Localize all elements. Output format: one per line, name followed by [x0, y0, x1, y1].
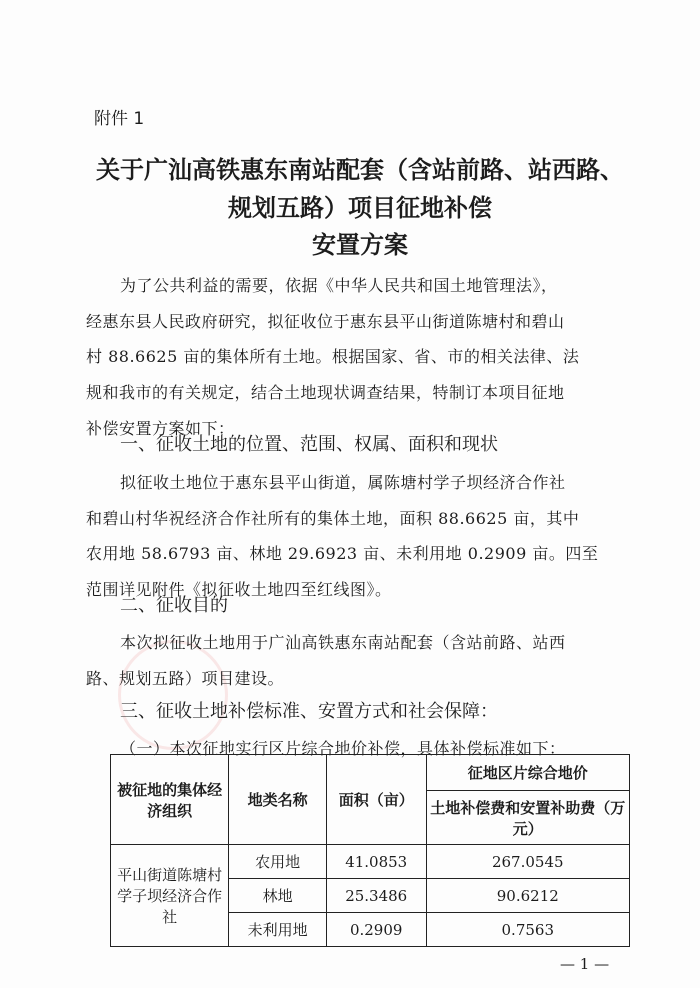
- section-heading-3: 三、征收土地补偿标准、安置方式和社会保障：: [120, 701, 498, 722]
- table-cell-type: 未利用地: [229, 913, 327, 947]
- paragraph-line: 本次拟征收土地用于广汕高铁惠东南站配套（含站前路、站西: [120, 633, 566, 652]
- paragraph-line: 村 88.6625 亩的集体所有土地。根据国家、省、市的相关法律、法: [86, 347, 580, 367]
- table-cell-area: 25.3486: [326, 879, 426, 913]
- table-cell-type: 林地: [229, 879, 327, 913]
- paragraph-line: 和碧山村华祝经济合作社所有的集体土地，面积 88.6625 亩，其中: [86, 508, 580, 528]
- table-header-area: 面积（亩）: [326, 755, 426, 845]
- table-cell-area: 41.0853: [326, 845, 426, 879]
- attachment-label: 附件 1: [94, 109, 145, 129]
- table-row: [111, 845, 630, 879]
- section-heading-1: 一、征收土地的位置、范围、权属、面积和现状: [120, 434, 498, 455]
- location-paragraph: [86, 465, 628, 608]
- paragraph-line: 路、规划五路）项目建设。: [86, 668, 285, 688]
- paragraph-line: （一）本次征地实行区片综合地价补偿，具体补偿标准如下：: [120, 739, 566, 758]
- paragraph-line: 为了公共利益的需要，依据《中华人民共和国土地管理法》，: [120, 276, 558, 295]
- table-header-fee: 土地补偿费和安置补助费（万元）: [426, 791, 629, 845]
- page-number: — 1 —: [560, 955, 610, 973]
- table-cell-area: 0.2909: [326, 913, 426, 947]
- table-cell-type: 农用地: [229, 845, 327, 879]
- table-header-org: 被征地的集体经济组织: [111, 755, 229, 845]
- table-header-price: 征地区片综合地价: [426, 755, 629, 791]
- compensation-table: [110, 754, 630, 947]
- paragraph-line: 农用地 58.6793 亩、林地 29.6923 亩、未利用地 0.2909 亩。四至: [86, 544, 599, 564]
- intro-paragraph: [86, 268, 628, 446]
- table-cell-org: 平山街道陈塘村学子坝经济合作社: [111, 845, 229, 947]
- paragraph-line: 范围详见附件《拟征收土地四至红线图》。: [86, 580, 392, 600]
- section-heading-2: 二、征收目的: [120, 595, 228, 616]
- paragraph-line: 规和我市的有关规定，结合土地现状调查结果，特制订本项目征地: [86, 383, 565, 403]
- document-title-line-3: 安置方案: [312, 231, 408, 259]
- table-header-type: 地类名称: [229, 755, 327, 845]
- paragraph-line: 补偿安置方案如下：: [86, 418, 235, 438]
- table-cell-fee: 90.6212: [426, 879, 629, 913]
- document-title-line-1: 关于广汕高铁惠东南站配套（含站前路、站西路、: [96, 156, 624, 184]
- table-cell-fee: 0.7563: [426, 913, 629, 947]
- purpose-paragraph: [86, 625, 628, 696]
- table-cell-fee: 267.0545: [426, 845, 629, 879]
- document-title-line-2: 规划五路）项目征地补偿: [228, 194, 492, 222]
- paragraph-line: 经惠东县人民政府研究，拟征收位于惠东县平山街道陈塘村和碧山: [86, 311, 565, 331]
- paragraph-line: 拟征收土地位于惠东县平山街道，属陈塘村学子坝经济合作社: [120, 473, 566, 492]
